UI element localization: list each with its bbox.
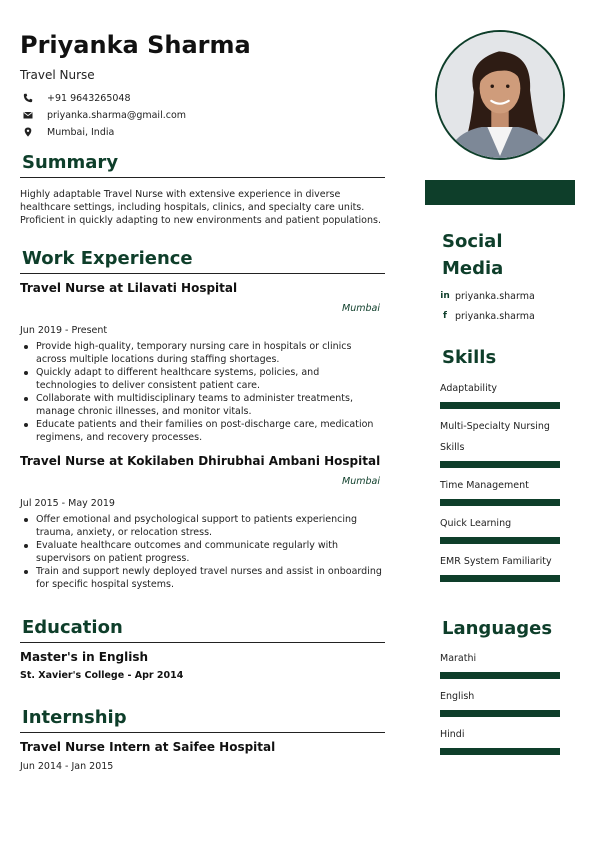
social-heading: Social Media <box>442 231 504 279</box>
internship-heading: Internship <box>22 707 127 728</box>
work-heading: Work Experience <box>22 248 193 269</box>
skill-bar-fill <box>440 402 560 409</box>
education-heading: Education <box>22 617 123 638</box>
skill-bar <box>440 499 560 506</box>
skill-bar <box>440 461 560 468</box>
social-facebook-text: priyanka.sharma <box>455 310 535 322</box>
skill-bar-fill <box>440 461 560 468</box>
job-date: Jul 2015 - May 2019 <box>20 498 115 509</box>
education-school: St. Xavier's College - Apr 2014 <box>20 670 184 681</box>
internship-role: Travel Nurse Intern at Saifee Hospital <box>20 740 276 754</box>
job-title: Travel Nurse at Kokilaben Dhirubhai Ambani Hospital <box>20 454 381 468</box>
candidate-name: Priyanka Sharma <box>20 31 251 59</box>
internship-divider <box>20 732 385 733</box>
skill-bar <box>440 402 560 409</box>
language-bar-fill <box>440 748 560 755</box>
contact-phone-text: +91 9643265048 <box>47 92 131 104</box>
skill-bar-fill <box>440 575 560 582</box>
location-icon <box>23 127 33 137</box>
profile-photo-illustration <box>437 32 563 158</box>
skill-bar-fill <box>440 537 560 544</box>
summary-divider <box>20 177 385 178</box>
skill-label: Quick Learning <box>440 518 512 529</box>
contact-location-text: Mumbai, India <box>47 126 115 138</box>
skills-heading: Skills <box>442 347 497 368</box>
social-facebook <box>440 309 535 323</box>
social-linkedin <box>440 289 535 303</box>
job-location: Mumbai <box>342 303 380 314</box>
job-bullets <box>20 513 382 591</box>
skill-label: EMR System Familiarity <box>440 556 552 567</box>
skill-bar-fill <box>440 499 560 506</box>
profile-photo <box>435 30 565 160</box>
accent-band <box>425 180 575 205</box>
contact-email <box>23 108 186 122</box>
language-label: Hindi <box>440 729 465 740</box>
language-bar-fill <box>440 710 560 717</box>
skill-label: Time Management <box>440 480 529 491</box>
job-bullet: Provide high-quality, temporary nursing care in hospitals or clinics across multiple locations during staffing shortages. <box>20 340 382 366</box>
languages-heading: Languages <box>442 618 553 639</box>
job-bullet: Train and support newly deployed travel nurses and assist in onboarding for specific hospital systems. <box>20 565 382 591</box>
summary-heading: Summary <box>22 152 119 173</box>
education-degree: Master's in English <box>20 650 149 664</box>
language-label: English <box>440 691 475 702</box>
skill-label: Multi-Specialty Nursing Skills <box>440 421 550 453</box>
job-date: Jun 2019 - Present <box>20 325 108 336</box>
job-bullets <box>20 340 382 444</box>
job-bullet: Collaborate with multidisciplinary teams to administer treatments, manage chronic illnesses, and monitor vitals. <box>20 392 382 418</box>
language-label: Marathi <box>440 653 477 664</box>
phone-icon <box>23 93 33 103</box>
language-bar-fill <box>440 672 560 679</box>
facebook-icon: f <box>443 311 447 321</box>
skill-bar <box>440 575 560 582</box>
job-location: Mumbai <box>342 476 380 487</box>
job-bullet: Quickly adapt to different healthcare systems, policies, and technologies to deliver consistent patient care. <box>20 366 382 392</box>
contact-phone <box>23 91 131 105</box>
education-divider <box>20 642 385 643</box>
job-title: Travel Nurse at Lilavati Hospital <box>20 281 238 295</box>
job-bullet: Evaluate healthcare outcomes and communicate regularly with supervisors on patient progress. <box>20 539 382 565</box>
language-bar <box>440 672 560 679</box>
work-divider <box>20 273 385 274</box>
social-linkedin-text: priyanka.sharma <box>455 290 535 302</box>
skill-bar <box>440 537 560 544</box>
email-icon <box>23 110 33 120</box>
summary-text: Highly adaptable Travel Nurse with extensive experience in diverse healthcare settings, including hospitals, clinics, and specialty care units. Proficient in quickly adapting to new environments and patient populations. <box>20 189 381 226</box>
linkedin-icon: in <box>440 291 450 301</box>
language-bar <box>440 748 560 755</box>
contact-email-text: priyanka.sharma@gmail.com <box>47 109 187 121</box>
internship-date: Jun 2014 - Jan 2015 <box>20 761 114 772</box>
job-role: Travel Nurse <box>20 68 95 82</box>
contact-location <box>23 125 114 139</box>
job-bullet: Offer emotional and psychological support to patients experiencing trauma, anxiety, or relocation stress. <box>20 513 382 539</box>
language-bar <box>440 710 560 717</box>
job-bullet: Educate patients and their families on post-discharge care, medication regimens, and recovery processes. <box>20 418 382 444</box>
skill-label: Adaptability <box>440 383 498 394</box>
